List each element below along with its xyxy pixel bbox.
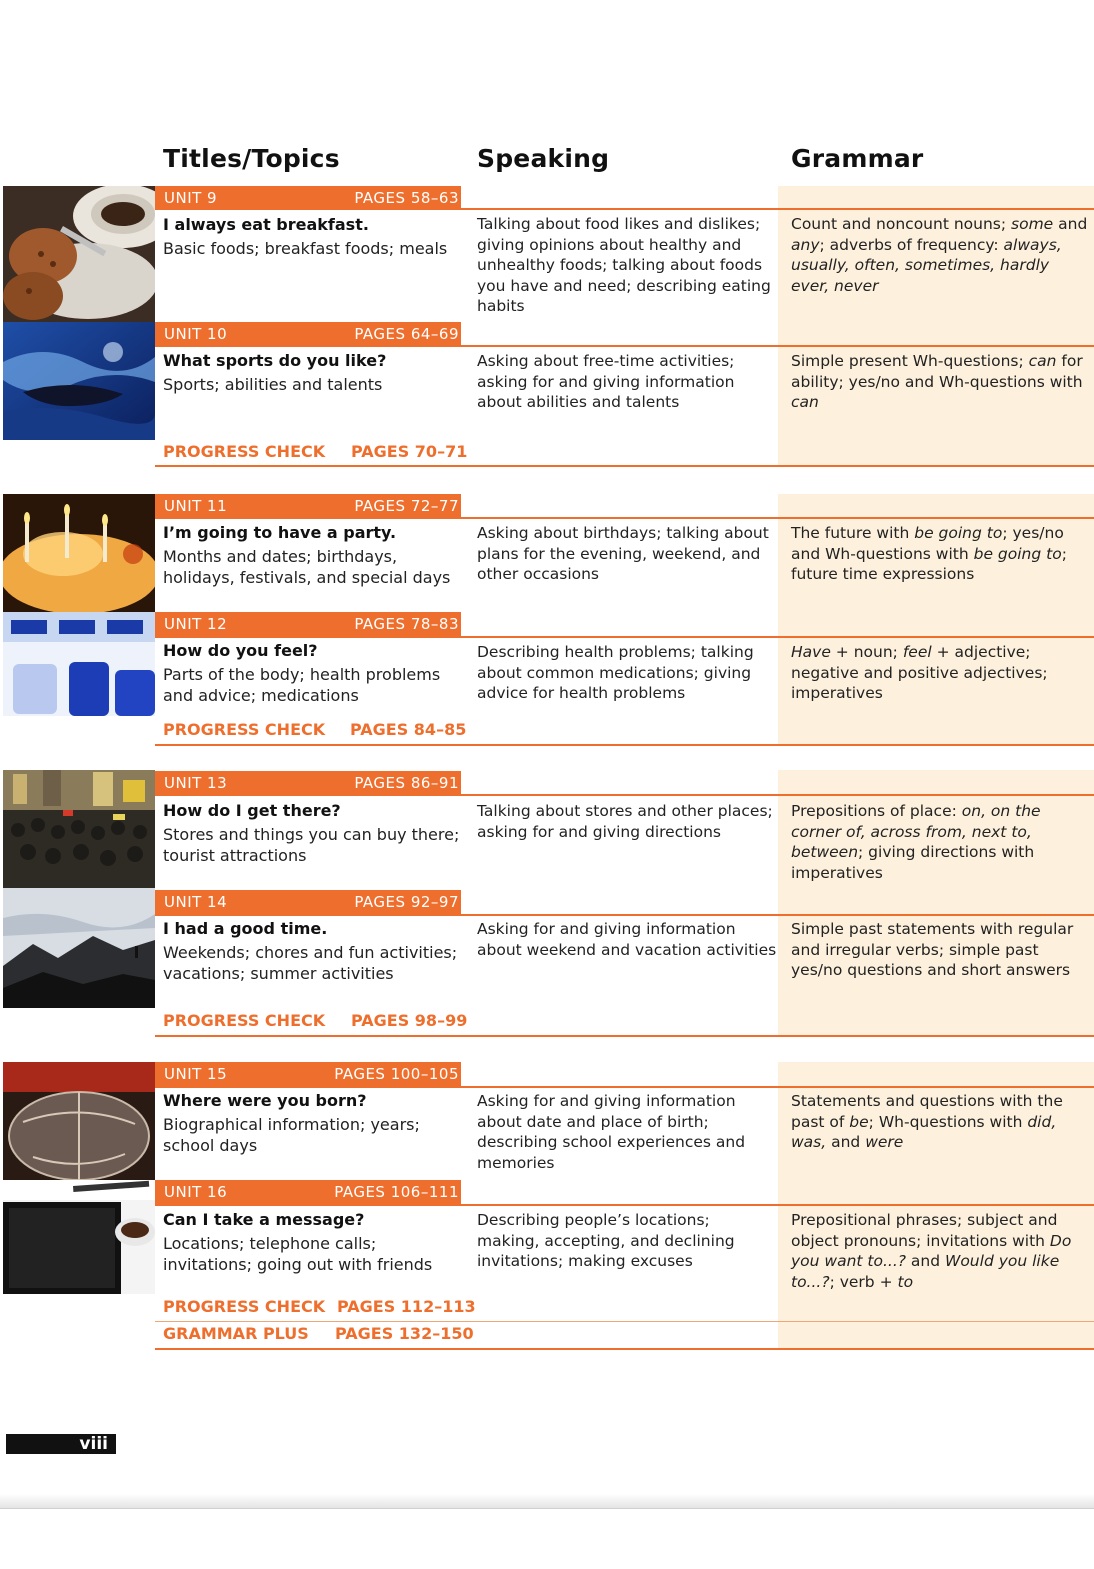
progress-check-pages: PAGES 70–71	[351, 442, 468, 461]
unit-11-bar	[155, 494, 461, 518]
row-divider	[155, 208, 1094, 210]
medicine-photo	[3, 612, 155, 716]
unit-label: UNIT 13	[164, 774, 228, 792]
page-edge-shadow	[0, 1494, 1094, 1508]
unit-pages: PAGES 100–105	[334, 1065, 459, 1083]
header-titles-topics: Titles/Topics	[163, 144, 340, 173]
unit-pages: PAGES 58–63	[354, 189, 459, 207]
unit-title: How do you feel?	[163, 641, 318, 660]
unit-speaking: Talking about food likes and dislikes; giving opinions about healthy and unhealthy foods; talking about foods you have and need; describing eating habits	[477, 215, 771, 316]
unit-title: How do I get there?	[163, 801, 341, 820]
unit-16-bar	[155, 1180, 461, 1204]
section-divider	[155, 1348, 1094, 1350]
unit-topics: Months and dates; birthdays, holidays, festivals, and special days	[163, 547, 451, 587]
unit-title: Can I take a message?	[163, 1210, 365, 1229]
unit-grammar: Statements and questions with the past of be; Wh-questions with did, was, and were	[791, 1092, 1063, 1152]
unit-topics: Weekends; chores and fun activities; vacations; summer activities	[163, 943, 458, 983]
unit-grammar: Prepositions of place: on, on the corner of, across from, next to, between; giving directions with imperatives	[791, 802, 1041, 882]
unit-speaking: Asking about free-time activities; asking for and giving information about abilities and talents	[477, 352, 735, 412]
unit-grammar: Simple past statements with regular and irregular verbs; simple past yes/no questions and short answers	[791, 920, 1074, 980]
row-divider	[155, 517, 1094, 519]
unit-title: I’m going to have a party.	[163, 523, 397, 542]
unit-pages: PAGES 78–83	[354, 615, 459, 633]
unit-title: What sports do you like?	[163, 351, 387, 370]
row-divider	[155, 636, 1094, 638]
unit-pages: PAGES 92–97	[354, 893, 459, 911]
unit-topics: Sports; abilities and talents	[163, 375, 383, 394]
unit-label: UNIT 14	[164, 893, 228, 911]
unit-label: UNIT 11	[164, 497, 228, 515]
candles-photo	[3, 494, 155, 612]
grammar-plus-pages: PAGES 132–150	[335, 1324, 474, 1343]
row-divider	[155, 794, 1094, 796]
grammar-plus-label: GRAMMAR PLUS	[163, 1324, 309, 1343]
unit-label: UNIT 15	[164, 1065, 228, 1083]
unit-title: I had a good time.	[163, 919, 328, 938]
section-divider	[155, 1035, 1094, 1037]
row-divider	[155, 345, 1094, 347]
breakfast-photo	[3, 186, 155, 322]
unit-grammar: Simple present Wh-questions; can for ability; yes/no and Wh-questions with can	[791, 352, 1083, 412]
progress-check-label: PROGRESS CHECK	[163, 720, 326, 739]
unit-10-bar	[155, 322, 461, 346]
unit-pages: PAGES 86–91	[354, 774, 459, 792]
unit-label: UNIT 12	[164, 615, 228, 633]
row-divider	[155, 1204, 1094, 1206]
unit-speaking: Asking for and giving information about weekend and vacation activities	[477, 920, 777, 959]
progress-check-pages: PAGES 84–85	[350, 720, 467, 739]
unit-speaking: Describing people’s locations; making, accepting, and declining invitations; making excuses	[477, 1211, 735, 1271]
unit-12-bar	[155, 612, 461, 636]
phone-notebook-photo	[3, 1180, 155, 1294]
unit-15-bar	[155, 1062, 461, 1086]
unit-title: I always eat breakfast.	[163, 215, 369, 234]
unit-speaking: Talking about stores and other places; asking for and giving directions	[477, 802, 773, 841]
header-grammar: Grammar	[791, 144, 924, 173]
unit-grammar: Prepositional phrases; subject and object pronouns; invitations with Do you want to...? and Would you like to...?; verb + to	[791, 1211, 1072, 1291]
progress-check-pages: PAGES 112–113	[337, 1297, 476, 1316]
unit-grammar: Count and noncount nouns; some and any; adverbs of frequency: always, usually, often, sometimes, hardly ever, never	[791, 215, 1088, 295]
mountain-photo	[3, 888, 155, 1008]
unit-grammar: The future with be going to; yes/no and Wh-questions with be going to; future time expressions	[791, 524, 1067, 584]
unit-pages: PAGES 64–69	[354, 325, 459, 343]
progress-check-label: PROGRESS CHECK	[163, 1297, 326, 1316]
section-divider	[155, 744, 1094, 746]
unit-topics: Locations; telephone calls; invitations; going out with friends	[163, 1234, 433, 1274]
unit-speaking: Asking for and giving information about date and place of birth; describing school experiences and memories	[477, 1092, 746, 1172]
page-edge-line	[0, 1508, 1094, 1509]
progress-check-pages: PAGES 98–99	[351, 1011, 468, 1030]
header-speaking: Speaking	[477, 144, 610, 173]
unit-label: UNIT 9	[164, 189, 218, 207]
unit-14-bar	[155, 890, 461, 914]
section-divider	[155, 465, 1094, 467]
unit-speaking: Describing health problems; talking about common medications; giving advice for health problems	[477, 643, 754, 703]
unit-topics: Biographical information; years; school days	[163, 1115, 420, 1155]
unit-pages: PAGES 106–111	[334, 1183, 459, 1201]
page-number-tab	[6, 1434, 116, 1454]
row-divider	[155, 1321, 1094, 1322]
unit-title: Where were you born?	[163, 1091, 367, 1110]
unit-topics: Basic foods; breakfast foods; meals	[163, 239, 448, 258]
row-divider	[155, 914, 1094, 916]
swimmer-photo	[3, 322, 155, 440]
globe-photo	[3, 1062, 155, 1180]
row-divider	[155, 1086, 1094, 1088]
unit-topics: Parts of the body; health problems and advice; medications	[163, 665, 441, 705]
unit-label: UNIT 16	[164, 1183, 228, 1201]
unit-speaking: Asking about birthdays; talking about plans for the evening, weekend, and other occasions	[477, 524, 769, 584]
progress-check-label: PROGRESS CHECK	[163, 1011, 326, 1030]
city-crowd-photo	[3, 770, 155, 888]
progress-check-label: PROGRESS CHECK	[163, 442, 326, 461]
unit-topics: Stores and things you can buy there; tourist attractions	[163, 825, 460, 865]
unit-9-bar	[155, 186, 461, 210]
unit-grammar: Have + noun; feel + adjective; negative and positive adjectives; imperatives	[791, 643, 1048, 703]
unit-label: UNIT 10	[164, 325, 228, 343]
page-number: viii	[79, 1434, 108, 1454]
unit-13-bar	[155, 771, 461, 795]
unit-pages: PAGES 72–77	[354, 497, 459, 515]
